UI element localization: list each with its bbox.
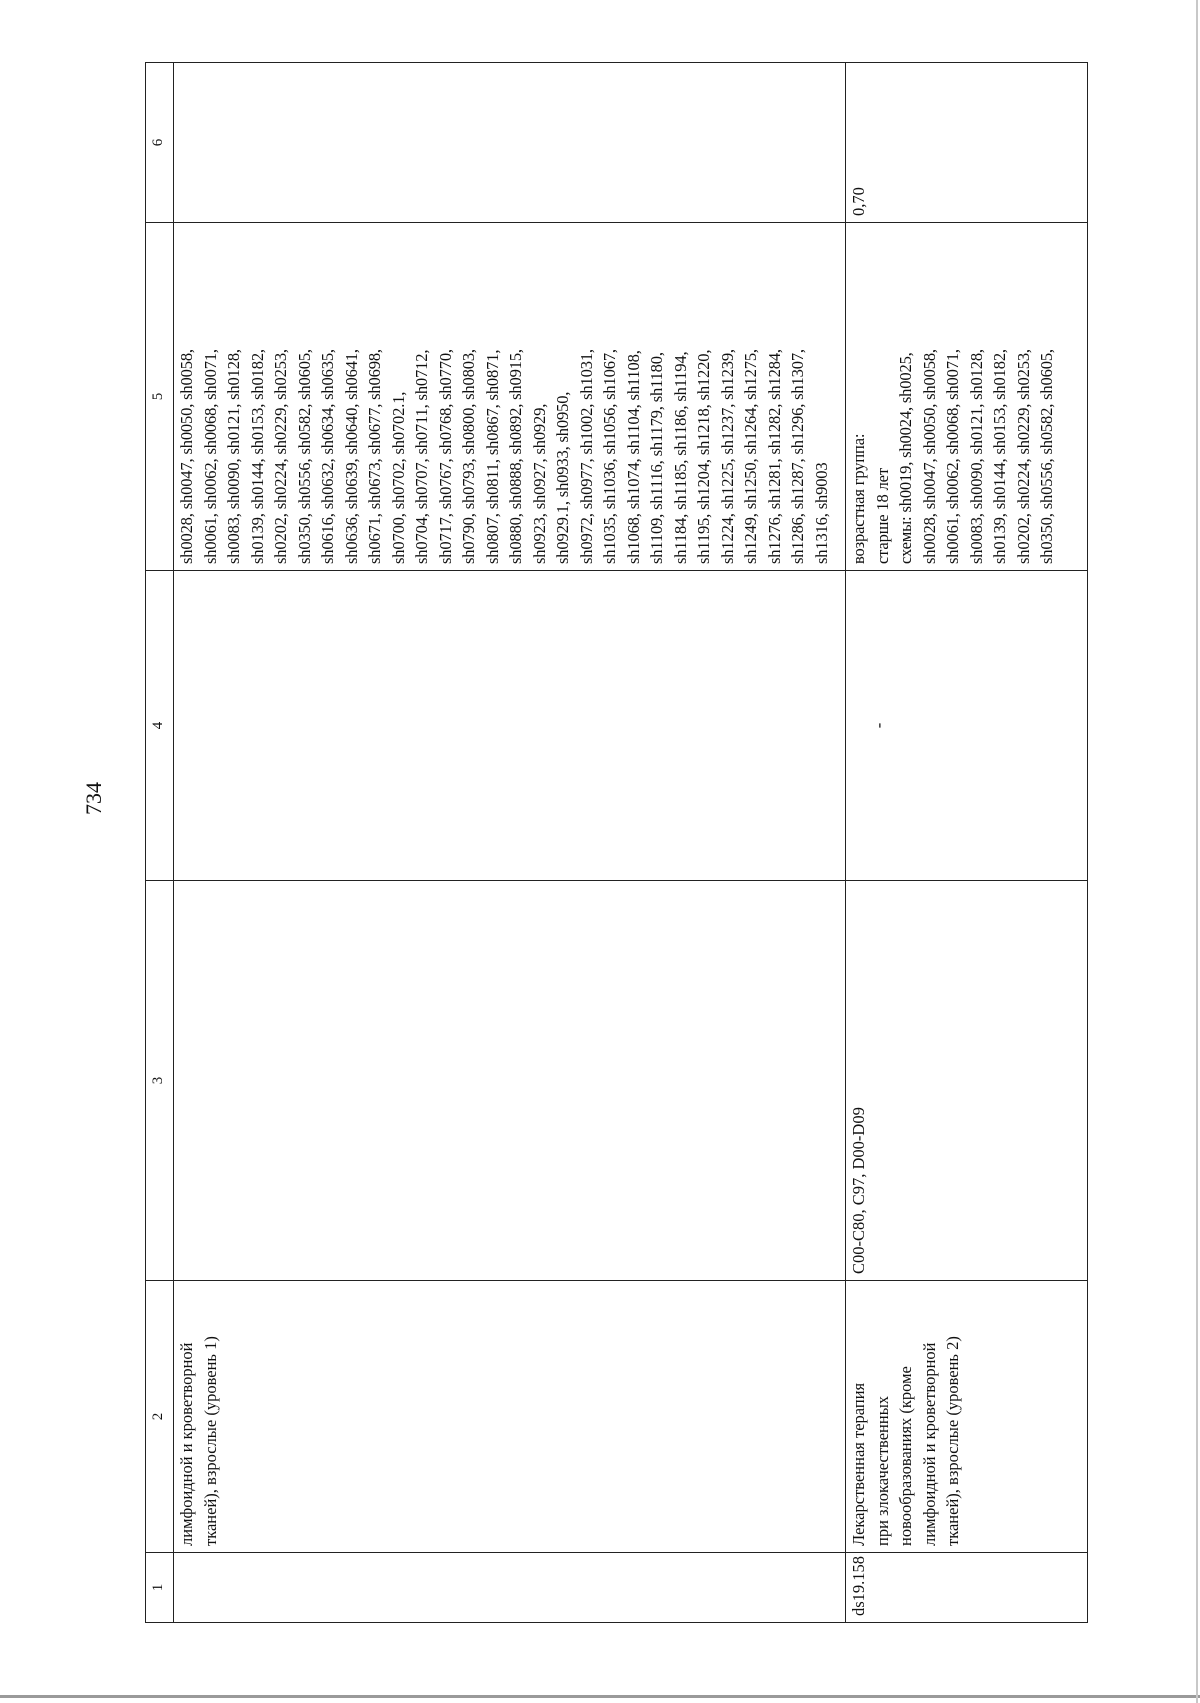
row-code: ds19.158 bbox=[846, 1553, 1088, 1623]
row-coefficient: 0,70 bbox=[846, 63, 1088, 223]
row-coefficient bbox=[174, 63, 846, 223]
header-cell-4: 4 bbox=[146, 571, 174, 881]
row-extra-cell bbox=[846, 571, 1088, 881]
page-number: 734 bbox=[81, 782, 106, 815]
table-header-row bbox=[146, 63, 174, 1623]
table-row bbox=[174, 63, 846, 1623]
rotated-table-container bbox=[145, 63, 1087, 1623]
row-diagnosis: C00-C80, C97, D00-D09 bbox=[846, 881, 1088, 1281]
header-cell-3: 3 bbox=[146, 881, 174, 1281]
header-cell-5: 5 bbox=[146, 223, 174, 571]
header-cell-1: 1 bbox=[146, 1553, 174, 1623]
scan-edge-bottom bbox=[0, 1695, 1200, 1698]
scan-edge-right bbox=[1196, 0, 1198, 1703]
table-row bbox=[846, 63, 1088, 1623]
row-code bbox=[174, 1553, 846, 1623]
row-criteria: sh0028, sh0047, sh0050, sh0058, sh0061, sh0062, sh0068, sh0071, sh0083, sh0090, sh0121, sh0128, sh0139, sh0144, sh0153, sh0182, sh0202, sh0224, sh0229, sh0253, sh0350, sh0556, sh0582, sh0605, sh0616, sh0632, sh0634, sh0635, sh0636, sh0639, sh0640, sh0641, sh0671, sh0673, sh0677, sh0698, sh0700, sh0702, sh0702.1, sh0704, sh0707, sh0711, sh0712, sh0717, sh0767, sh0768, sh0770, sh0790, sh0793, sh0800, sh0803, sh0807, sh0811, sh0867, sh0871, sh0880, sh0888, sh0892, sh0915, sh0923, sh0927, sh0929, sh0929.1, sh0933, sh0950, sh0972, sh0977, sh1002, sh1031, sh1035, sh1036, sh1056, sh1067, sh1068, sh1074, sh1104, sh1108, sh1109, sh1116, sh1179, sh1180, sh1184, sh1185, sh1186, sh1194, sh1195, sh1204, sh1218, sh1220, sh1224, sh1225, sh1237, sh1239, sh1249, sh1250, sh1264, sh1275, sh1276, sh1281, sh1282, sh1284, sh1286, sh1287, sh1296, sh1307, sh1316, sh9003 bbox=[174, 223, 846, 571]
row-extra bbox=[174, 571, 846, 881]
tariff-table bbox=[145, 62, 1088, 1623]
row-diagnosis bbox=[174, 881, 846, 1281]
row-extra: - bbox=[869, 722, 888, 729]
row-name: Лекарственная терапия при злокачественных новообразованиях (кроме лимфоидной и кроветворной тканей), взрослые (уровень 2) bbox=[846, 1281, 1088, 1553]
header-cell-6: 6 bbox=[146, 63, 174, 223]
header-cell-2: 2 bbox=[146, 1281, 174, 1553]
row-name: лимфоидной и кроветворной тканей), взрослые (уровень 1) bbox=[174, 1281, 846, 1553]
row-criteria: возрастная группа: старше 18 лет схемы: sh0019, sh0024, sh0025, sh0028, sh0047, sh0050, sh0058, sh0061, sh0062, sh0068, sh0071, sh0083, sh0090, sh0121, sh0128, sh0139, sh0144, sh0153, sh0182, sh0202, sh0224, sh0229, sh0253, sh0350, sh0556, sh0582, sh0605, bbox=[846, 223, 1088, 571]
